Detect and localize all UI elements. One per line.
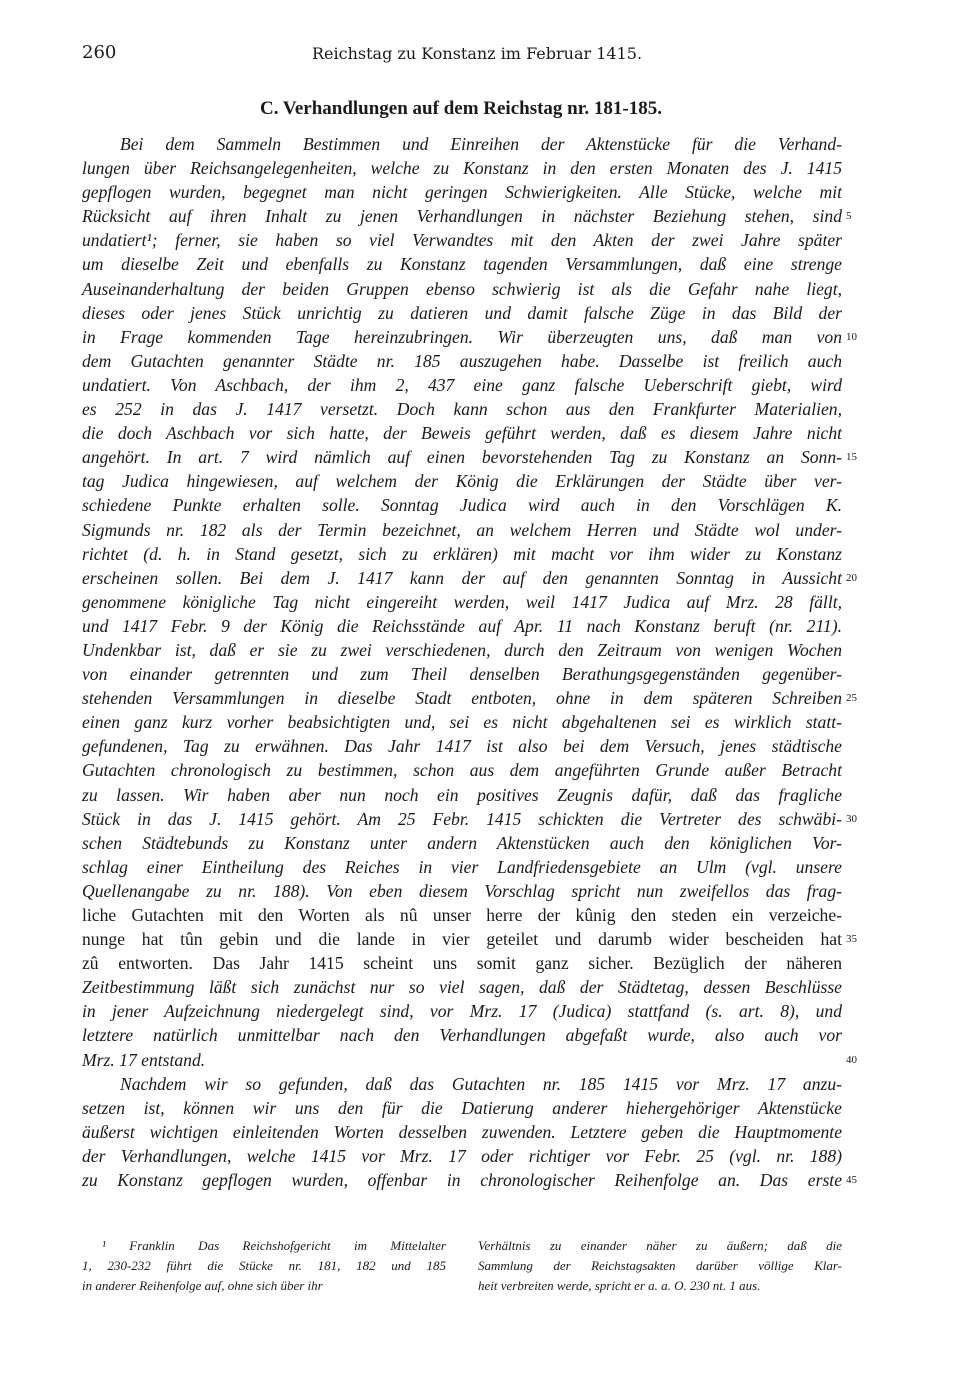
line-number: 5 (846, 210, 852, 223)
text-line: der Verhandlungen, welche 1415 vor Mrz. 17 oder richtiger vor Febr. 25 (vgl. nr. 188) (82, 1145, 842, 1166)
text-line: stehenden Versammlungen in dieselbe Stadt entboten, ohne in dem späteren Schreiben (82, 688, 842, 709)
line-number: 40 (846, 1053, 857, 1066)
text-line: zu lassen. Wir haben aber nun noch ein positives Zeugnis dafür, daß das fragliche (82, 784, 842, 805)
text-line: gefundenen, Tag zu erwähnen. Das Jahr 1417 ist also bei dem Versuch, jenes städtische (82, 736, 842, 757)
text-line: es 252 in das J. 1417 versetzt. Doch kann schon aus den Frankfurter Materialien, (82, 399, 842, 420)
footnote-column-left (82, 1236, 446, 1296)
footnote-line: Sammlung der Reichstagsakten darüber völlige Klar- (478, 1258, 842, 1273)
text-line: in jener Aufzeichnung niedergelegt sind, vor Mrz. 17 (Judica) stattfand (s. art. 8), und (82, 1001, 842, 1022)
text-line: tag Judica hingewiesen, auf welchem der König die Erklärungen der Städte über ver- (82, 471, 842, 492)
text-line: einen ganz kurz vorher beabsichtigten und, sei es nicht abgehaltenen sei es wirklich statt- (82, 712, 842, 733)
text-line: erscheinen sollen. Bei dem J. 1417 kann der auf den genannten Sonntag in Aussicht (82, 567, 842, 588)
text-line: und 1417 Febr. 9 der König die Reichsstände auf Apr. 11 nach Konstanz beruft (nr. 211). (82, 615, 842, 636)
line-number: 25 (846, 692, 857, 705)
text-line: die doch Aschbach vor sich hatte, der Beweis geführt werden, daß es diesem Jahre nicht (82, 423, 842, 444)
text-line: Gutachten chronologisch zu bestimmen, schon aus dem angeführten Grunde außer Betracht (82, 760, 842, 781)
text-line: undatiert. Von Aschbach, der ihm 2, 437 eine ganz falsche Ueberschrift giebt, wird (82, 374, 842, 395)
text-line: von einander getrennten und zum Theil denselben Berathungsgegenständen gegenüber- (82, 664, 842, 685)
section-title: C. Verhandlungen auf dem Reichstag nr. 181-185. (259, 98, 663, 119)
page-number: 260 (82, 42, 117, 63)
line-number: 20 (846, 571, 857, 584)
footnote-line: in anderer Reihenfolge auf, ohne sich über ihr (82, 1278, 323, 1293)
text-line: letztere natürlich unmittelbar nach den Verhandlungen abgefaßt wurde, also auch vor (82, 1025, 842, 1046)
text-line: Auseinanderhaltung der beiden Gruppen ebenso schwierig ist als die Gefahr nahe liegt, (82, 278, 842, 299)
text-line: Sigmunds nr. 182 als der Termin bezeichnet, an welchem Herren und Städte wol under- (82, 519, 842, 540)
text-line: Mrz. 17 entstand. (82, 1049, 206, 1070)
line-number: 30 (846, 812, 857, 825)
text-line: zu Konstanz gepflogen wurden, offenbar in chronologischer Reihenfolge an. Das erste (82, 1170, 842, 1191)
line-number: 35 (846, 933, 857, 946)
text-line: zû entworten. Das Jahr 1415 scheint uns somit ganz sicher. Bezüglich der näheren (82, 953, 842, 974)
body-text (82, 132, 842, 1192)
text-line: dieses oder jenes Stück unrichtig zu datieren und damit falsche Züge in das Bild der (82, 302, 842, 323)
footnote-line: Verhältnis zu einander näher zu äußern; daß die (478, 1238, 842, 1253)
text-line: nunge hat tûn gebin und die lande in vier geteilet und darumb wider bescheiden hat (82, 929, 842, 950)
line-number: 10 (846, 330, 857, 343)
text-line: äußerst wichtigen einleitenden Worten desselben zuwenden. Letztere geben die Hauptmomente (82, 1121, 842, 1142)
text-line: Bei dem Sammeln Bestimmen und Einreihen der Aktenstücke für die Verhand- (120, 134, 842, 154)
text-line: Stück in das J. 1415 gehört. Am 25 Febr. 1415 schickten die Vertreter des schwäbi- (82, 808, 842, 829)
footnote-column-right (478, 1236, 842, 1296)
text-line: schlag einer Eintheilung des Reiches in vier Landfriedensgebiete an Ulm (vgl. unsere (82, 856, 842, 877)
text-line: liche Gutachten mit den Worten als nû unser herre der kûnig den steden ein verzeiche- (82, 905, 842, 925)
text-line: undatiert¹; ferner, sie haben so viel Verwandtes mit den Akten der zwei Jahre später (82, 230, 842, 251)
footnote-line: heit verbreiten werde, spricht er a. a. O. 230 nt. 1 aus. (478, 1278, 761, 1293)
text-line: Quellenangabe zu nr. 188). Von eben diesem Vorschlag spricht nun zweifellos das frag- (82, 880, 842, 901)
footnote-line: 1, 230-232 führt die Stücke nr. 181, 182 und 185 (82, 1258, 446, 1273)
text-line: schiedene Punkte erhalten solle. Sonntag Judica wird auch in den Vorschlägen K. (82, 495, 842, 516)
text-line: Rücksicht auf ihren Inhalt zu jenen Verhandlungen in nächster Beziehung stehen, sind (82, 206, 842, 227)
text-line: angehört. In art. 7 wird nämlich auf einen bevorstehenden Tag zu Konstanz an Sonn- (82, 447, 842, 468)
running-head: Reichstag zu Konstanz im Februar 1415. (312, 44, 643, 63)
text-line: Undenkbar ist, daß er sie zu zwei verschiedenen, durch den Zeitraum von wenigen Wochen (82, 639, 842, 660)
text-line: richtet (d. h. in Stand gesetzt, sich zu erklären) mit macht vor ihm wider zu Konstanz (82, 543, 842, 564)
footnote-line: ¹ Franklin Das Reichshofgericht im Mittelalter (102, 1238, 446, 1253)
text-line: setzen ist, können wir uns den für die Datierung anderer hiehergehöriger Aktenstücke (82, 1097, 842, 1118)
text-line: lungen über Reichsangelegenheiten, welche zu Konstanz in den ersten Monaten des J. 1415 (82, 158, 842, 179)
line-number: 45 (846, 1174, 857, 1187)
text-line: dem Gutachten genannter Städte nr. 185 auszugehen habe. Dasselbe ist freilich auch (82, 350, 842, 371)
text-line: gepflogen wurden, begegnet man nicht geringen Schwierigkeiten. Alle Stücke, welche mit (82, 182, 842, 203)
text-line: Zeitbestimmung läßt sich zunächst nur so viel sagen, daß der Städtetag, dessen Beschlüsse (82, 977, 842, 998)
text-line: Nachdem wir so gefunden, daß das Gutachten nr. 185 1415 vor Mrz. 17 anzu- (120, 1073, 842, 1094)
line-number: 15 (846, 451, 857, 464)
text-line: um dieselbe Zeit und ebenfalls zu Konstanz tagenden Versammlungen, daß eine strenge (82, 254, 842, 275)
page-header (82, 42, 840, 68)
text-line: genommene königliche Tag nicht eingereiht werden, weil 1417 Judica auf Mrz. 28 fällt, (82, 591, 842, 612)
text-line: in Frage kommenden Tage hereinzubringen. Wir überzeugten uns, daß man von (82, 326, 842, 347)
text-line: schen Städtebunds zu Konstanz unter andern Aktenstücken auch den königlichen Vor- (82, 832, 842, 853)
